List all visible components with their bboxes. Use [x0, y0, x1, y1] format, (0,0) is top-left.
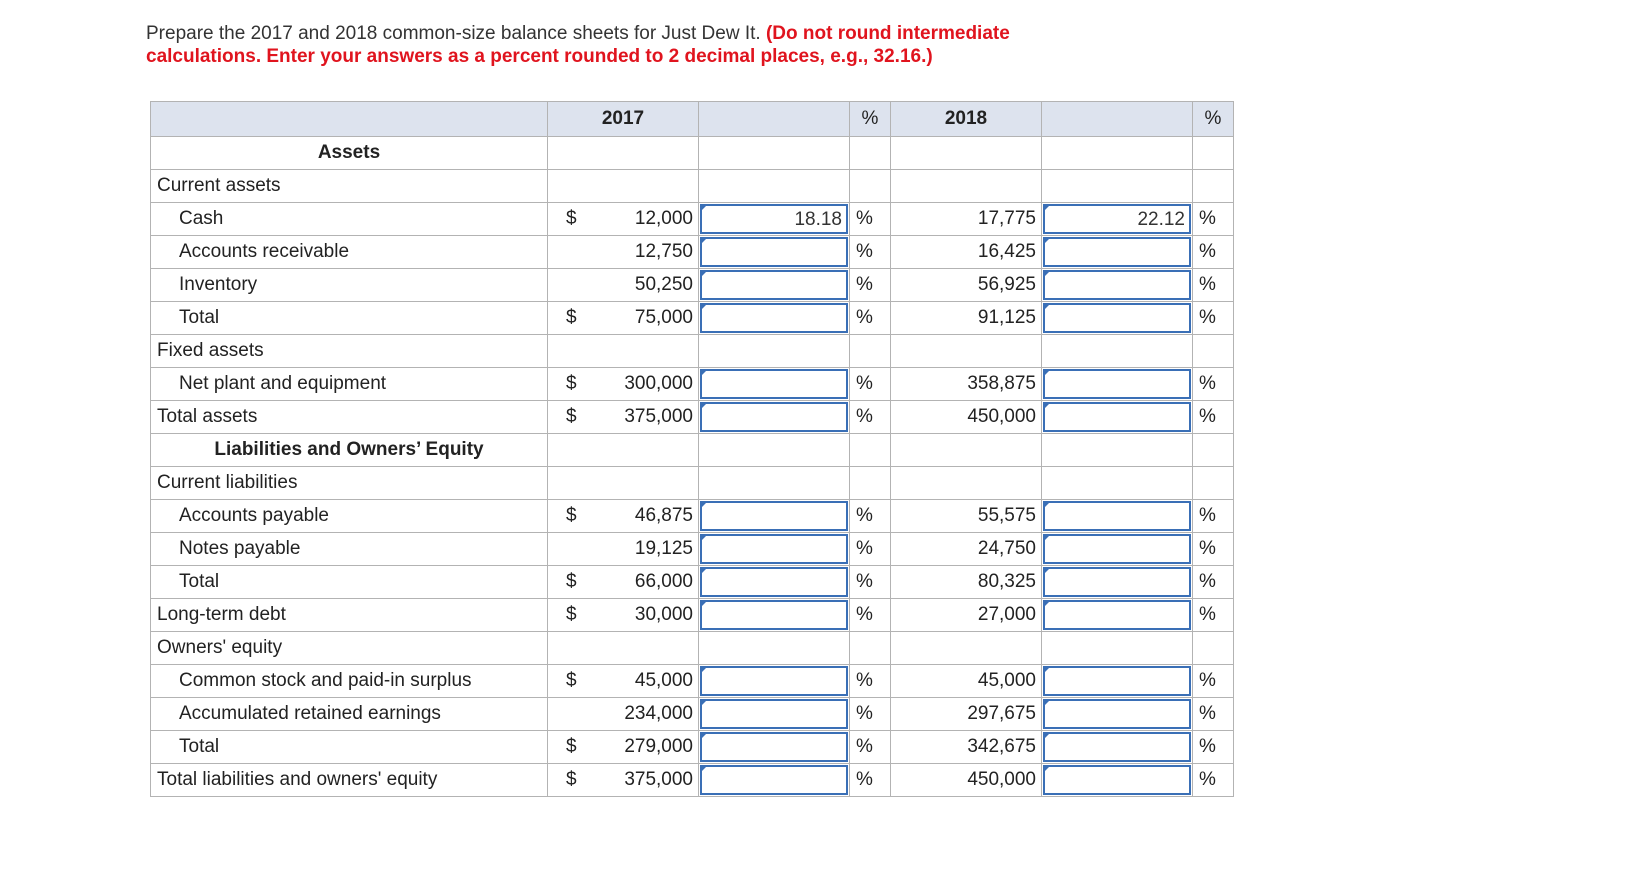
- pct-symbol: %: [856, 670, 873, 691]
- table-row: [151, 764, 1234, 797]
- answer-input-2017-common-stock[interactable]: [700, 666, 848, 696]
- answer-input-2017-net-plant-equipment[interactable]: [700, 369, 848, 399]
- input-flag-icon: [1043, 732, 1051, 740]
- input-flag-icon: [1043, 534, 1051, 542]
- input-flag-icon: [700, 600, 708, 608]
- input-flag-icon: [1043, 237, 1051, 245]
- input-flag-icon: [1043, 699, 1051, 707]
- answer-input-2018-total-assets[interactable]: [1043, 402, 1191, 432]
- pct-symbol: %: [1199, 307, 1216, 328]
- input-flag-icon: [1043, 402, 1051, 410]
- row-label-owners-equity-total: Total: [179, 736, 220, 757]
- answer-input-2018-common-stock[interactable]: [1043, 666, 1191, 696]
- table-row: [151, 434, 1234, 467]
- dollar-sign: $: [566, 604, 577, 625]
- pct-symbol: %: [1199, 241, 1216, 262]
- input-flag-icon: [700, 303, 708, 311]
- dollar-sign: $: [566, 769, 577, 790]
- section-owners-equity: Owners' equity: [157, 637, 283, 658]
- value-2017-current-liabilities-total: 66,000: [634, 571, 693, 592]
- value-2018-total-assets: 450,000: [967, 406, 1036, 427]
- pct-symbol: %: [856, 769, 873, 790]
- row-label-total-liabilities-equity: Total liabilities and owners' equity: [157, 769, 438, 790]
- value-2017-cash: 12,000: [634, 208, 693, 229]
- table-row: [151, 731, 1234, 764]
- pct-symbol: %: [1199, 571, 1216, 592]
- pct-symbol: %: [856, 736, 873, 757]
- table-row: [151, 236, 1234, 269]
- input-flag-icon: [700, 501, 708, 509]
- table-row: [151, 401, 1234, 434]
- answer-input-2018-current-liabilities-total[interactable]: [1043, 567, 1191, 597]
- input-flag-icon: [700, 765, 708, 773]
- table-row: [151, 269, 1234, 302]
- pct-symbol: %: [856, 274, 873, 295]
- answer-input-2017-cash[interactable]: 18.18: [700, 204, 848, 234]
- answer-input-2018-cash[interactable]: 22.12: [1043, 204, 1191, 234]
- header-blank-1: [699, 102, 850, 137]
- pct-symbol: %: [1199, 538, 1216, 559]
- input-flag-icon: [1043, 501, 1051, 509]
- input-flag-icon: [700, 270, 708, 278]
- row-label-inventory: Inventory: [179, 274, 258, 295]
- dollar-sign: $: [566, 670, 577, 691]
- answer-input-2017-current-liabilities-total[interactable]: [700, 567, 848, 597]
- value-2018-cash: 17,775: [977, 208, 1036, 229]
- row-label-accounts-payable: Accounts payable: [179, 505, 329, 526]
- answer-input-2018-current-assets-total[interactable]: [1043, 303, 1191, 333]
- input-flag-icon: [1043, 765, 1051, 773]
- value-2018-accounts-receivable: 16,425: [977, 241, 1036, 262]
- input-flag-icon: [700, 567, 708, 575]
- value-2018-common-stock: 45,000: [977, 670, 1036, 691]
- input-flag-icon: [1043, 204, 1051, 212]
- pct-symbol: %: [856, 406, 873, 427]
- input-flag-icon: [1043, 600, 1051, 608]
- header-blank-2: [1042, 102, 1193, 137]
- pct-symbol: %: [1199, 505, 1216, 526]
- dollar-sign: $: [566, 736, 577, 757]
- pct-symbol: %: [856, 604, 873, 625]
- answer-input-2018-inventory[interactable]: [1043, 270, 1191, 300]
- value-2017-accounts-receivable: 12,750: [634, 241, 693, 262]
- value-2017-inventory: 50,250: [634, 274, 693, 295]
- dollar-sign: $: [566, 571, 577, 592]
- value-2018-accounts-payable: 55,575: [977, 505, 1036, 526]
- value-2018-long-term-debt: 27,000: [977, 604, 1036, 625]
- input-flag-icon: [700, 237, 708, 245]
- answer-input-2018-notes-payable[interactable]: [1043, 534, 1191, 564]
- row-label-cash: Cash: [179, 208, 224, 229]
- answer-input-2018-owners-equity-total[interactable]: [1043, 732, 1191, 762]
- pct-symbol: %: [856, 373, 873, 394]
- table-row: [151, 500, 1234, 533]
- table-row: [151, 137, 1234, 170]
- pct-symbol: %: [1199, 208, 1216, 229]
- value-2018-notes-payable: 24,750: [977, 538, 1036, 559]
- table-row: [151, 533, 1234, 566]
- answer-input-2017-total-liabilities-equity[interactable]: [700, 765, 848, 795]
- row-label-current-liabilities-total: Total: [179, 571, 220, 592]
- pct-symbol: %: [856, 241, 873, 262]
- input-flag-icon: [700, 402, 708, 410]
- input-flag-icon: [1043, 270, 1051, 278]
- table-row: [151, 170, 1234, 203]
- value-2018-current-liabilities-total: 80,325: [977, 571, 1036, 592]
- row-label-accounts-receivable: Accounts receivable: [179, 241, 350, 262]
- value-2017-notes-payable: 19,125: [634, 538, 693, 559]
- table-row: [151, 566, 1234, 599]
- value-2017-current-assets-total: 75,000: [634, 307, 693, 328]
- table-row: [151, 368, 1234, 401]
- input-flag-icon: [700, 369, 708, 377]
- input-flag-icon: [1043, 303, 1051, 311]
- input-flag-icon: [700, 666, 708, 674]
- value-2018-net-plant-equipment: 358,875: [967, 373, 1036, 394]
- row-label-notes-payable: Notes payable: [179, 538, 301, 559]
- section-current-assets: Current assets: [157, 175, 281, 196]
- value-2017-retained-earnings: 234,000: [624, 703, 693, 724]
- value-2017-long-term-debt: 30,000: [634, 604, 693, 625]
- answer-input-2017-owners-equity-total[interactable]: [700, 732, 848, 762]
- value-2017-net-plant-equipment: 300,000: [624, 373, 693, 394]
- input-flag-icon: [700, 699, 708, 707]
- table-row: [151, 203, 1234, 236]
- answer-input-2017-notes-payable[interactable]: [700, 534, 848, 564]
- row-label-net-plant-equipment: Net plant and equipment: [179, 373, 387, 394]
- dollar-sign: $: [566, 373, 577, 394]
- answer-input-2017-current-assets-total[interactable]: [700, 303, 848, 333]
- answer-input-2017-accounts-payable[interactable]: [700, 501, 848, 531]
- section-liabilities-equity: Liabilities and Owners’ Equity: [214, 439, 484, 460]
- dollar-sign: $: [566, 307, 577, 328]
- table-row: [151, 335, 1234, 368]
- value-2017-owners-equity-total: 279,000: [624, 736, 693, 757]
- pct-symbol: %: [1199, 703, 1216, 724]
- value-2017-accounts-payable: 46,875: [634, 505, 693, 526]
- section-current-liabilities: Current liabilities: [157, 472, 298, 493]
- dollar-sign: $: [566, 505, 577, 526]
- answer-input-2017-total-assets[interactable]: [700, 402, 848, 432]
- pct-symbol: %: [1199, 406, 1216, 427]
- answer-input-2017-inventory[interactable]: [700, 270, 848, 300]
- pct-symbol: %: [856, 208, 873, 229]
- answer-input-2018-long-term-debt[interactable]: [1043, 600, 1191, 630]
- answer-input-2018-accounts-receivable[interactable]: [1043, 237, 1191, 267]
- pct-symbol: %: [1199, 769, 1216, 790]
- pct-symbol: %: [1199, 274, 1216, 295]
- instructions-emphasis: (Do not round intermediate calculations. Enter your answers as a percent rounded to 2 decimal places, e.g., 32.16.): [146, 23, 1010, 67]
- row-label-total-assets: Total assets: [157, 406, 258, 427]
- input-flag-icon: [700, 204, 708, 212]
- dollar-sign: $: [566, 406, 577, 427]
- header-pct-2018: %: [1193, 102, 1234, 137]
- dollar-sign: $: [566, 208, 577, 229]
- value-2017-common-stock: 45,000: [634, 670, 693, 691]
- table-row: [151, 632, 1234, 665]
- table-row: [151, 467, 1234, 500]
- instructions-text: Prepare the 2017 and 2018 common-size balance sheets for Just Dew It.: [146, 23, 761, 44]
- row-label-common-stock: Common stock and paid-in surplus: [179, 670, 472, 691]
- table-row: [151, 599, 1234, 632]
- table-row: [151, 665, 1234, 698]
- row-label-current-assets-total: Total: [179, 307, 220, 328]
- pct-symbol: %: [1199, 670, 1216, 691]
- pct-symbol: %: [856, 505, 873, 526]
- row-label-retained-earnings: Accumulated retained earnings: [179, 703, 441, 724]
- section-assets: Assets: [317, 142, 381, 163]
- input-flag-icon: [700, 534, 708, 542]
- header-year-2018: 2018: [891, 102, 1042, 137]
- input-flag-icon: [700, 732, 708, 740]
- pct-symbol: %: [856, 307, 873, 328]
- pct-symbol: %: [1199, 736, 1216, 757]
- header-year-2017: 2017: [548, 102, 699, 137]
- input-flag-icon: [1043, 369, 1051, 377]
- pct-symbol: %: [856, 571, 873, 592]
- input-flag-icon: [1043, 567, 1051, 575]
- answer-input-2018-net-plant-equipment[interactable]: [1043, 369, 1191, 399]
- input-flag-icon: [1043, 666, 1051, 674]
- value-2018-current-assets-total: 91,125: [977, 307, 1036, 328]
- value-2018-retained-earnings: 297,675: [967, 703, 1036, 724]
- answer-input-2017-retained-earnings[interactable]: [700, 699, 848, 729]
- row-label-long-term-debt: Long-term debt: [157, 604, 286, 625]
- balance-sheet-table: [150, 101, 1234, 797]
- value-2018-total-liabilities-equity: 450,000: [967, 769, 1036, 790]
- answer-input-2018-total-liabilities-equity[interactable]: [1043, 765, 1191, 795]
- section-fixed-assets: Fixed assets: [157, 340, 264, 361]
- answer-input-2018-accounts-payable[interactable]: [1043, 501, 1191, 531]
- value-2018-owners-equity-total: 342,675: [967, 736, 1036, 757]
- table-row: [151, 302, 1234, 335]
- instructions: [146, 22, 1106, 68]
- answer-input-2017-long-term-debt[interactable]: [700, 600, 848, 630]
- pct-symbol: %: [1199, 373, 1216, 394]
- answer-input-2017-accounts-receivable[interactable]: [700, 237, 848, 267]
- value-2018-inventory: 56,925: [977, 274, 1036, 295]
- pct-symbol: %: [856, 703, 873, 724]
- header-label-cell: [151, 102, 548, 137]
- value-2017-total-assets: 375,000: [624, 406, 693, 427]
- pct-symbol: %: [1199, 604, 1216, 625]
- header-pct-2017: %: [850, 102, 891, 137]
- value-2017-total-liabilities-equity: 375,000: [624, 769, 693, 790]
- answer-input-2018-retained-earnings[interactable]: [1043, 699, 1191, 729]
- table-row: [151, 698, 1234, 731]
- table-header-row: [151, 102, 1234, 137]
- pct-symbol: %: [856, 538, 873, 559]
